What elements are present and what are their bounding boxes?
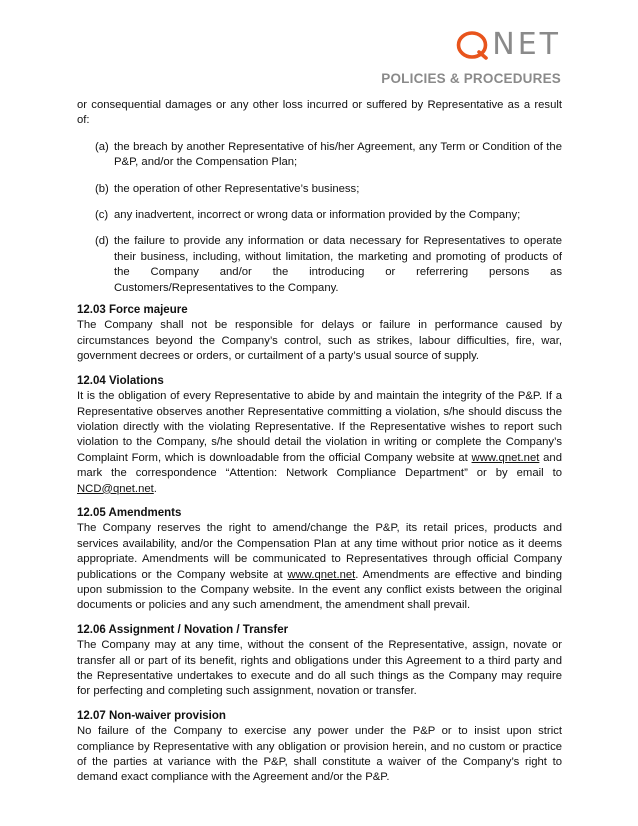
list-item-text: the operation of other Representative’s business;	[114, 182, 360, 195]
section-heading: 12.05 Amendments	[77, 506, 182, 519]
document-header-title: POLICIES & PROCEDURES	[381, 71, 561, 86]
section-assignment	[77, 623, 562, 700]
section-body: The Company may at any time, without the consent of the Representative, assign, novate or transfer all or part of its benefit, rights and obligations under this Agreement to a third party and the Representative undertakes to execute and do all such things as the Company may require for perfecting and completing such assignment, novation or transfer.	[77, 639, 562, 698]
website-link[interactable]: www.qnet.net	[287, 568, 356, 581]
section-body: No failure of the Company to exercise any power under the P&P or to insist upon strict compliance by Representative with any obligation or provision herein, and no custom or practice of the parties at variance with the P&P, shall constitute a waiver of the Company’s right to demand exact compliance with the Agreement and/or the P&P.	[77, 725, 562, 784]
body-text: and mark the correspondence “Attention: Network Compliance Department” or by email to	[77, 451, 562, 480]
qnet-logo	[456, 27, 561, 62]
website-link[interactable]: www.qnet.net	[471, 451, 540, 464]
body-text: . Amendments are effective and binding upon submission to the Company website. In the event any conflict exists between the original documents or policies and any such amendment, the amendment shall prevail.	[77, 568, 562, 612]
email-link[interactable]: NCD@qnet.net	[77, 482, 154, 495]
list-marker: (a)	[95, 140, 109, 153]
logo-wordmark: NET	[492, 27, 561, 62]
section-heading: 12.03 Force majeure	[77, 304, 188, 317]
section-heading: 12.04 Violations	[77, 374, 164, 387]
list-item	[95, 208, 562, 223]
list-item-text: the failure to provide any information or data necessary for Representatives to operate their business, including, without limitation, the marketing and promoting of products of the Company and/or the introducing or referrering persons as Customers/Representatives to the Company.	[114, 235, 562, 294]
section-body	[77, 389, 562, 497]
list-item-text: the breach by another Representative of his/her Agreement, any Term or Condition of the P&P, and/or the Compensation Plan;	[114, 140, 562, 169]
intro-paragraph: or consequential damages or any other loss incurred or suffered by Representative as a result of:	[77, 99, 562, 127]
section-body: The Company shall not be responsible for delays or failure in performance caused by circumstances beyond the Company’s control, such as strikes, labour difficulties, fire, war, government decrees or orders, or curtailment of a party’s usual source of supply.	[77, 319, 562, 363]
liability-list	[77, 140, 562, 296]
section-force-majeure	[77, 303, 562, 365]
list-item	[95, 182, 562, 197]
section-non-waiver	[77, 709, 562, 786]
list-item	[95, 140, 562, 171]
section-heading: 12.07 Non-waiver provision	[77, 709, 226, 722]
list-marker: (d)	[95, 235, 109, 248]
body-text: It is the obligation of every Representative to abide by and maintain the integrity of the P&P. If a Representative observes another Representative committing a violation, s/he should discuss the violation directly with the violating Representative. If the Representative wishes to report such violation to the Company, s/he should detail the violation in writing or complete the Company’s Complaint Form, which is downloadable from the official Company website at	[77, 390, 562, 464]
body-text: The Company reserves the right to amend/change the P&P, its retail prices, products and services availability, and/or the Compensation Plan at any time without prior notice as it deems appropriate. Amendments will be communicated to Representatives through official Company publications or the Company website at	[77, 522, 562, 581]
body-text: .	[153, 482, 157, 495]
list-marker: (b)	[95, 182, 109, 195]
document-body	[77, 98, 562, 795]
section-heading: 12.06 Assignment / Novation / Transfer	[77, 623, 289, 636]
section-violations	[77, 374, 562, 497]
section-body	[77, 521, 562, 613]
qnet-logo-q-icon	[456, 30, 490, 60]
list-marker: (c)	[95, 209, 109, 222]
section-amendments	[77, 506, 562, 614]
list-item-text: any inadvertent, incorrect or wrong data or information provided by the Company;	[114, 209, 521, 222]
list-item	[95, 234, 562, 296]
